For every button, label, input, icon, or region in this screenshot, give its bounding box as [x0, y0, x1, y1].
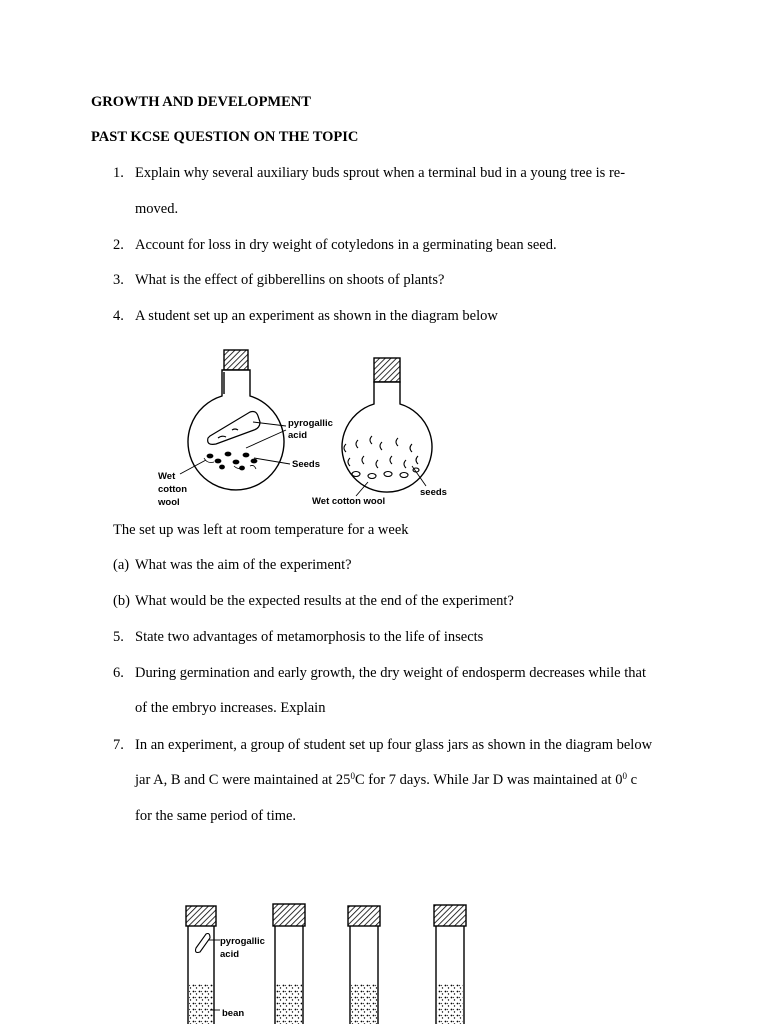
- subquestion-label: (b): [113, 593, 130, 609]
- subquestion-text: What would be the expected results at the end of the experiment?: [135, 593, 514, 609]
- page-title: GROWTH AND DEVELOPMENT: [91, 94, 311, 110]
- label-jar-pyrogallic: pyrogallic: [220, 936, 265, 947]
- flask-experiment-diagram: [150, 344, 460, 512]
- question-number: 7.: [113, 737, 124, 753]
- question-text: for the same period of time.: [135, 808, 297, 824]
- right-flask-cork: [374, 358, 400, 382]
- question-text: What is the effect of gibberellins on shoots of plants?: [135, 272, 445, 288]
- question-number: 1.: [113, 165, 124, 181]
- q7-line2-part2: C for 7 days. While Jar D was maintained at 0: [354, 772, 623, 788]
- question-number: 4.: [113, 308, 124, 324]
- jar-d: [434, 905, 466, 1024]
- label-acid: acid: [288, 430, 308, 441]
- question-text: During germination and early growth, the dry weight of endosperm decreases while that: [135, 665, 646, 681]
- question-text: Explain why several auxiliary buds sprout when a terminal bud in a young tree is re-: [135, 165, 626, 181]
- q7-line2-part1: jar A, B and C were maintained at 25: [135, 772, 351, 788]
- label-seeds-left: Seeds: [292, 459, 320, 470]
- question-text: Account for loss in dry weight of cotyledons in a germinating bean seed.: [135, 237, 557, 253]
- question-text: of the embryo increases. Explain: [135, 700, 326, 716]
- question-number: 2.: [113, 237, 124, 253]
- degree-superscript: 0: [350, 771, 355, 781]
- jar-c: [348, 906, 380, 1024]
- question-text: State two advantages of metamorphosis to the life of insects: [135, 629, 484, 645]
- question-text: In an experiment, a group of student set up four glass jars as shown in the diagram below: [135, 737, 653, 753]
- label-seeds-right: seeds: [420, 487, 447, 498]
- q7-line2-part3: c: [626, 772, 638, 788]
- page-subtitle: PAST KCSE QUESTION ON THE TOPIC: [91, 129, 359, 145]
- label-wool: wool: [158, 497, 180, 508]
- label-jar-acid: acid: [220, 949, 240, 960]
- question-number: 6.: [113, 665, 124, 681]
- jar-b: [273, 904, 305, 1024]
- label-pyrogallic: pyrogallic: [288, 418, 333, 429]
- setup-note: The set up was left at room temperature for a week: [113, 522, 409, 538]
- subquestion-text: What was the aim of the experiment?: [135, 557, 352, 573]
- jar-a: [186, 906, 216, 1024]
- question-number: 3.: [113, 272, 124, 288]
- subquestion-label: (a): [113, 557, 130, 573]
- label-wet-cotton-wool: Wet cotton wool: [312, 496, 386, 507]
- question-text: A student set up an experiment as shown in the diagram below: [135, 308, 498, 324]
- left-flask-cork: [224, 350, 248, 370]
- label-cotton: cotton: [158, 484, 188, 495]
- question-text: moved.: [135, 201, 179, 217]
- glass-jars-diagram: [180, 900, 480, 1024]
- label-jar-bean: bean: [222, 1008, 245, 1019]
- label-wet: Wet: [158, 471, 176, 482]
- question-text-line2: [135, 772, 637, 789]
- degree-superscript: 0: [622, 771, 627, 781]
- question-number: 5.: [113, 629, 124, 645]
